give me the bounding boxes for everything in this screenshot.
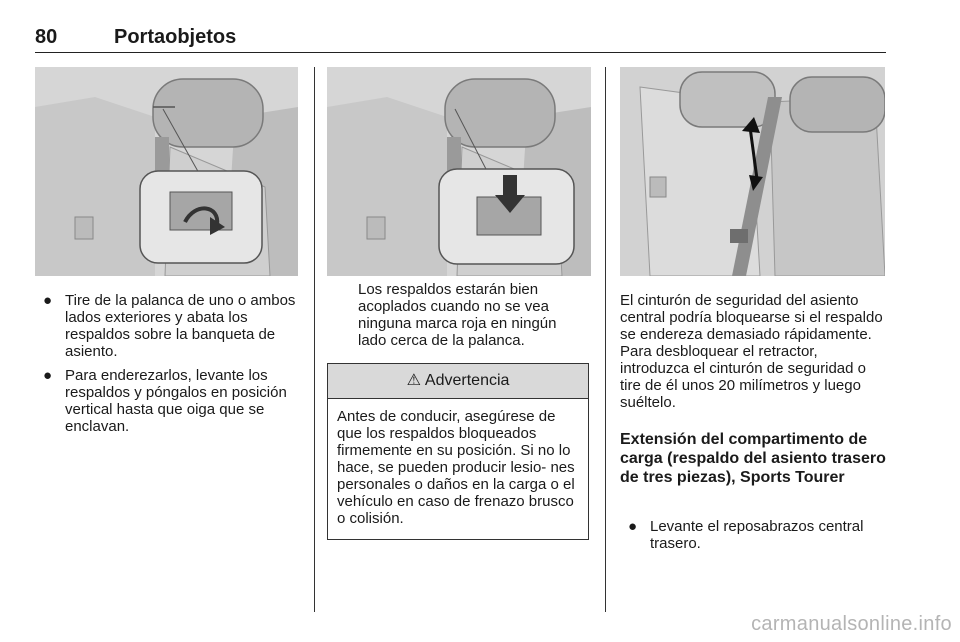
header-rule — [35, 52, 886, 53]
column-1-bullets — [35, 292, 303, 442]
list-item: ● Levante el reposabrazos central trasero. — [628, 518, 864, 552]
warning-title: Advertencia — [424, 372, 510, 389]
seatbelt-paragraph: El cinturón de seguridad del asiento central podría bloquearse si el respaldo se endereza demasiado rápidamente. Para desbloquear el retractor, introduzca el cinturón de seguridad o tire de él unos 20 milímetros y luego suéltelo. — [620, 292, 883, 411]
lever-check-paragraph: Los respaldos estarán bien acoplados cuando no se vea ninguna marca roja en ningún lado cerca de la palanca. — [358, 281, 557, 349]
illustration-seat-lever-pull — [35, 67, 298, 276]
column-divider — [314, 67, 315, 612]
page-number: 80 — [35, 26, 58, 48]
bullet-icon: ● — [628, 518, 638, 535]
warning-box — [327, 363, 589, 540]
column-3-bullets — [620, 518, 886, 559]
illustration-center-seatbelt — [620, 67, 885, 276]
list-item: ● Tire de la palanca de uno o ambos lados exteriores y abata los respaldos sobre la banqueta de asiento. — [43, 292, 296, 360]
section-heading: Extensión del compartimento de carga (respaldo del asiento trasero de tres piezas), Sports Tourer — [620, 431, 886, 486]
chapter-title: Portaobjetos — [114, 26, 237, 48]
bullet-icon: ● — [43, 292, 53, 309]
watermark: carmanualsonline.info — [751, 613, 952, 635]
warning-triangle-icon: ⚠ — [406, 372, 421, 389]
list-item: ● Para enderezarlos, levante los respaldos y póngalos en posición vertical hasta que oiga que se enclavan. — [43, 367, 287, 435]
bullet-icon: ● — [43, 367, 53, 384]
column-divider — [605, 67, 606, 612]
warning-header — [328, 364, 588, 399]
warning-text: Antes de conducir, asegúrese de que los respaldos bloqueados firmemente en su posición. Si no lo hace, se pueden producir lesio- nes personales o daños en la carga o el vehículo en caso de frenazo brusco o colisión. — [337, 408, 575, 527]
illustration-seat-lever-push — [327, 67, 591, 276]
